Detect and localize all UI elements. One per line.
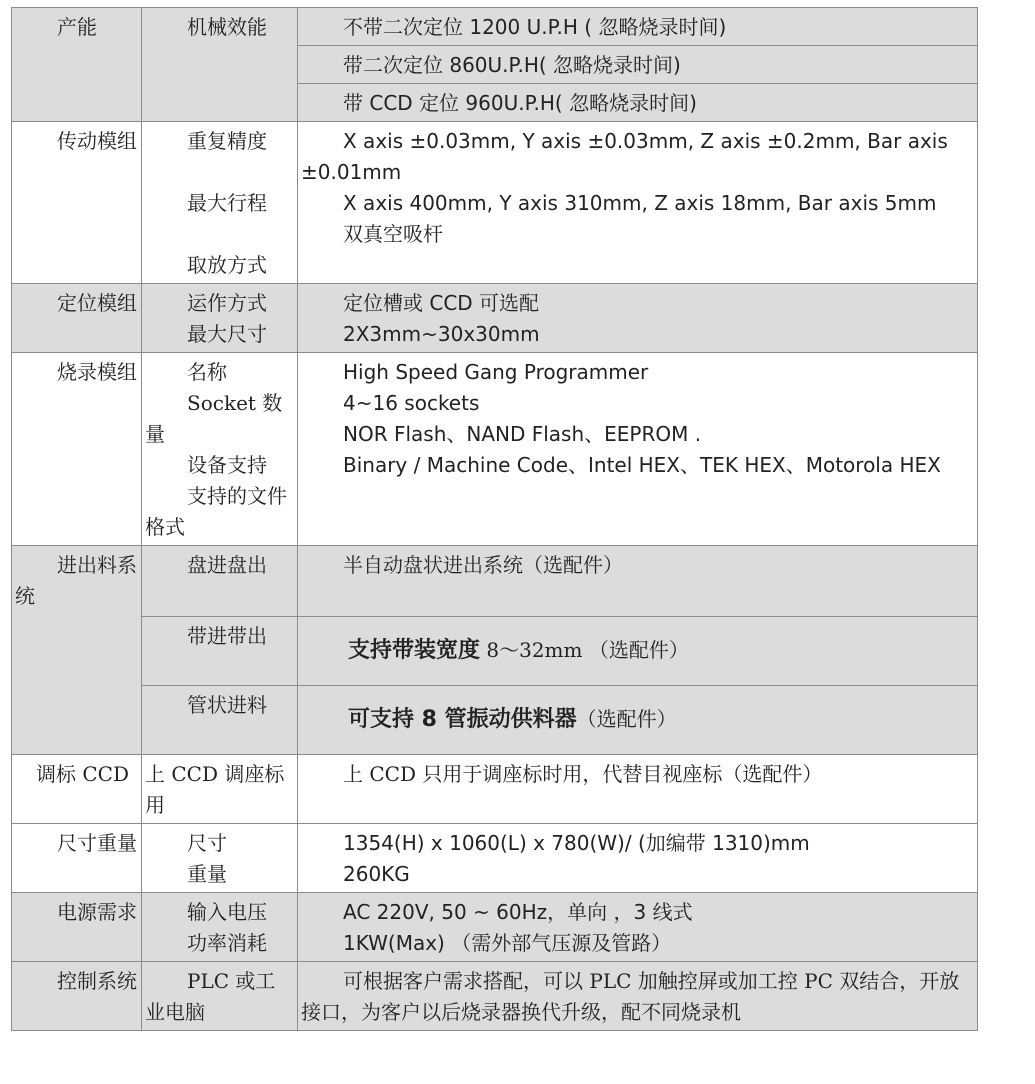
- item-power-consumption: 功率消耗: [187, 931, 267, 955]
- item-mechanical-efficiency: 机械效能: [142, 8, 298, 122]
- value-operation-mode: 定位槽或 CCD 可选配: [343, 291, 540, 315]
- row-drive: [12, 122, 978, 284]
- value-socket-count: 4~16 sockets: [343, 391, 480, 415]
- item-control: PLC 或工业电脑: [142, 962, 298, 1031]
- value-tape-rest: 8～32mm （选配件）: [480, 638, 689, 662]
- row-feeding-tube: [12, 686, 978, 755]
- value-uph-no-secondary: 不带二次定位 1200 U.P.H ( 忽略烧录时间): [298, 8, 978, 46]
- item-max-size: 最大尺寸: [187, 322, 267, 346]
- value-name: High Speed Gang Programmer: [343, 360, 649, 384]
- category-control: 控制系统: [12, 962, 142, 1031]
- category-power: 电源需求: [12, 893, 142, 962]
- item-weight: 重量: [187, 862, 227, 886]
- item-ccd: 上 CCD 调座标用: [142, 755, 298, 824]
- row-power: [12, 893, 978, 962]
- value-device-support: NOR Flash、NAND Flash、EEPROM .: [343, 422, 702, 446]
- value-max-size: 2X3mm~30x30mm: [343, 322, 540, 346]
- item-input-voltage: 输入电压: [187, 900, 267, 924]
- row-programming: [12, 353, 978, 546]
- category-capacity: 产能: [12, 8, 142, 122]
- value-ccd: 上 CCD 只用于调座标时用，代替目视座标（选配件）: [298, 755, 978, 824]
- item-socket-count: Socket 数量: [145, 391, 283, 446]
- row-feeding-tray: [12, 546, 978, 617]
- row-feeding-tape: [12, 617, 978, 686]
- category-programming: 烧录模组: [12, 353, 142, 546]
- category-drive: 传动模组: [12, 122, 142, 284]
- value-pick-place-method: 双真空吸杆: [343, 222, 443, 246]
- value-uph-secondary: 带二次定位 860U.P.H( 忽略烧录时间): [298, 46, 978, 84]
- item-max-travel: 最大行程: [187, 191, 267, 215]
- value-file-formats: Binary / Machine Code、Intel HEX、TEK HEX、Motorola HEX: [343, 453, 941, 477]
- row-positioning: [12, 284, 978, 353]
- value-weight: 260KG: [343, 862, 410, 886]
- item-tube: 管状进料: [142, 686, 298, 755]
- value-tube-rest: （选配件）: [576, 707, 677, 731]
- value-control: 可根据客户需求搭配，可以 PLC 加触控屏或加工控 PC 双结合，开放接口，为客户以后烧录器换代升级，配不同烧录机: [298, 962, 978, 1031]
- category-ccd: 调标 CCD: [12, 755, 142, 824]
- row-capacity: [12, 8, 978, 46]
- row-size: [12, 824, 978, 893]
- item-operation-mode: 运作方式: [187, 291, 267, 315]
- category-feeding: 进出料系统: [12, 546, 142, 755]
- item-file-formats: 支持的文件格式: [145, 484, 287, 539]
- row-control: [12, 962, 978, 1031]
- item-dimensions: 尺寸: [187, 831, 227, 855]
- value-input-voltage: AC 220V, 50 ~ 60Hz，单向 ，3 线式: [343, 900, 693, 924]
- item-name: 名称: [187, 360, 227, 384]
- item-pick-place-method: 取放方式: [187, 253, 267, 277]
- item-tray: 盘进盘出: [142, 546, 298, 617]
- value-repeat-accuracy: X axis ±0.03mm, Y axis ±0.03mm, Z axis ±0.2mm, Bar axis ±0.01mm: [301, 129, 948, 184]
- row-ccd: [12, 755, 978, 824]
- value-tube-bold: 可支持 8 管振动供料器: [348, 707, 577, 732]
- category-size: 尺寸重量: [12, 824, 142, 893]
- value-max-travel: X axis 400mm, Y axis 310mm, Z axis 18mm, Bar axis 5mm: [343, 191, 937, 215]
- value-power-consumption: 1KW(Max) （需外部气压源及管路）: [343, 931, 672, 955]
- value-tape-bold: 支持带装宽度: [348, 638, 481, 663]
- value-uph-ccd: 带 CCD 定位 960U.P.H( 忽略烧录时间): [298, 84, 978, 122]
- item-device-support: 设备支持: [187, 453, 267, 477]
- item-repeat-accuracy: 重复精度: [187, 129, 267, 153]
- spec-table: [11, 7, 978, 1031]
- item-tape: 带进带出: [142, 617, 298, 686]
- category-positioning: 定位模组: [12, 284, 142, 353]
- value-tray: 半自动盘状进出系统（选配件）: [298, 546, 978, 617]
- value-dimensions: 1354(H) x 1060(L) x 780(W)/ (加编带 1310)mm: [343, 831, 810, 855]
